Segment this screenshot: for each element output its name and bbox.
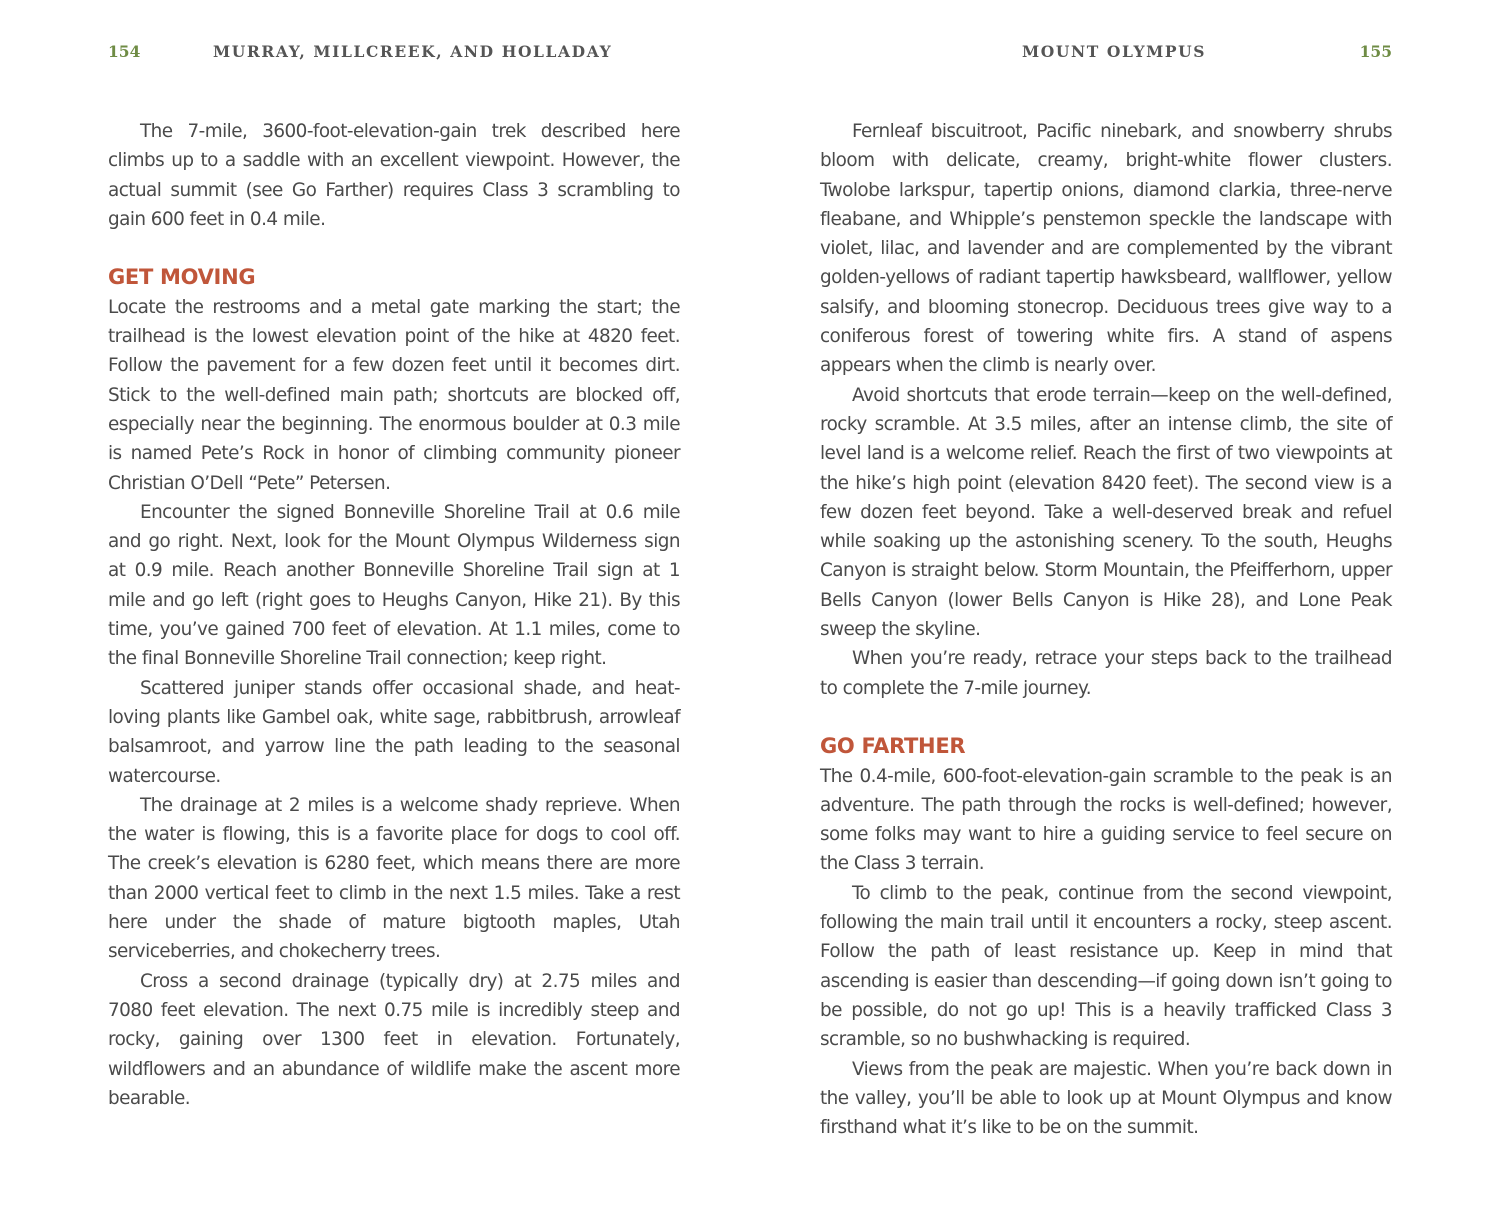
paragraph: The drainage at 2 miles is a welcome shady reprieve. When the water is flowing, this is a favorite place for dogs to cool off. The creek’s elevation is 6280 feet, which means there are more than 2000 vertical feet to climb in the next 1.5 miles. Take a rest here under the shade of mature bigtooth maples, Utah serviceberries, and chokecherry trees. [108,794,680,963]
paragraph: Avoid shortcuts that erode terrain—keep on the well-defined, rocky scramble. At 3.5 miles, after an intense climb, the site of level land is a welcome relief. Reach the first of two viewpoints at the hike’s high point (elevation 8420 feet). The second view is a few dozen feet beyond. Take a well-deserved break and refuel while soaking up the astonishing scenery. To the south, Heughs Canyon is straight below. Storm Mountain, the Pfeifferhorn, upper Bells Canyon (lower Bells Canyon is Hike 28), and Lone Peak sweep the skyline. [820,384,1392,641]
left-running-head [108,42,680,66]
paragraph: The 0.4-mile, 600-foot-elevation-gain scramble to the peak is an adventure. The path through the rocks is well-defined; however, some folks may want to hire a guiding service to feel secure on the Class 3 terrain. [820,765,1392,875]
paragraph: Fernleaf biscuitroot, Pacific ninebark, and snowberry shrubs bloom with delicate, creamy, bright-white flower clusters. Twolobe larkspur, tapertip onions, diamond clarkia, three-nerve fleabane, and Whipple’s penstemon speckle the landscape with violet, lilac, and lavender and are complemented by the vibrant golden-yellows of radiant tapertip hawksbeard, wallflower, yellow salsify, and blooming stonecrop. Deciduous trees give way to a coniferous forest of towering white firs. A stand of aspens appears when the climb is nearly over. [820,121,1392,377]
paragraph: To climb to the peak, continue from the second viewpoint, following the main trail until it encounters a rocky, steep ascent. Follow the path of least resistance up. Keep in mind that ascending is easier than descending—if going down isn’t going to be possible, do not go up! This is a heavily trafficked Class 3 scramble, so no bushwhacking is required. [820,882,1392,1051]
paragraph: When you’re ready, retrace your steps back to the trailhead to complete the 7-mile journey. [820,648,1392,699]
intro-paragraph: The 7-mile, 3600-foot-elevation-gain trek described here climbs up to a saddle with an excellent viewpoint. However, the actual summit (see Go Farther) requires Class 3 scrambling to gain 600 feet in 0.4 mile. [108,121,680,230]
paragraph: Locate the restrooms and a metal gate marking the start; the trailhead is the lowest elevation point of the hike at 4820 feet. Follow the pavement for a few dozen feet until it becomes dirt. Stick to the well-defined main path; shortcuts are blocked off, especially near the beginning. The enormous boulder at 0.3 mile is named Pete’s Rock in honor of climbing community pioneer Christian O’Dell “Pete” Petersen. [108,296,680,494]
paragraph: Encounter the signed Bonneville Shoreline Trail at 0.6 mile and go right. Next, look for the Mount Olympus Wilderness sign at 0.9 mile. Reach another Bonneville Shoreline Trail sign at 1 mile and go left (right goes to Heughs Canyon, Hike 21). By this time, you’ve gained 700 feet of elevation. At 1.1 miles, come to the final Bonneville Shoreline Trail connection; keep right. [108,501,680,670]
section-heading-get-moving: GET MOVING [108,265,256,290]
section-gap [108,234,680,263]
right-running-head [820,42,1392,66]
chapter-title: MURRAY, MILLCREEK, AND HOLLADAY [213,42,613,61]
paragraph: Views from the peak are majestic. When you’re back down in the valley, you’ll be able to look up at Mount Olympus and know firsthand what it’s like to be on the summit. [820,1058,1392,1139]
section-gap [820,703,1392,732]
right-page [820,0,1392,1230]
paragraph: Cross a second drainage (typically dry) at 2.75 miles and 7080 feet elevation. The next 0.75 mile is incredibly steep and rocky, gaining over 1300 feet in elevation. Fortunately, wildflowers and an abundance of wildlife make the ascent more bearable. [108,970,680,1109]
left-page-body [108,117,680,1113]
paragraph: Scattered juniper stands offer occasional shade, and heat-loving plants like Gambel oak, white sage, rabbitbrush, arrowleaf balsamroot, and yarrow line the path leading to the seasonal watercourse. [108,677,680,787]
page-number: 154 [108,42,141,61]
page-number: 155 [1359,42,1392,61]
left-page [108,0,680,1230]
hike-title: MOUNT OLYMPUS [1022,42,1207,61]
right-page-body [820,117,1392,1142]
section-heading-go-farther: GO FARTHER [820,734,966,759]
